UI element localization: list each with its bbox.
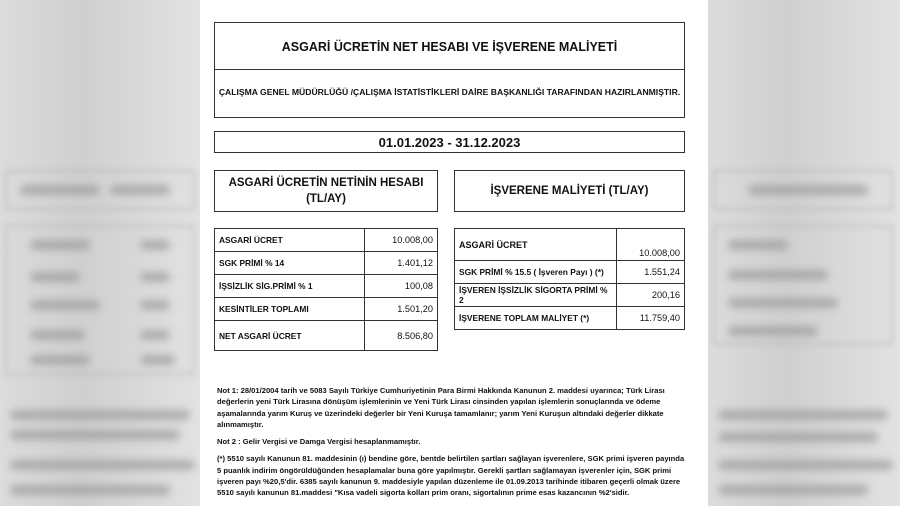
net-calc-header-line2: (TL/AY) (306, 193, 346, 205)
row-value: 100,08 (365, 275, 438, 298)
row-value: 1.501,20 (365, 298, 438, 321)
note-3: (*) 5510 sayılı Kanunun 81. maddesinin (ı) bendine göre, bentde belirtilen şartları sağlayan işverenlere, SGK primi işveren payında 5 puanlık indirim öngörüldüğünden hesaplamalar buna göre yapılmıştır. Gerekli şartları sağlamayan işverenler için, SGK primi işveren payı %20,5'dir. 6385 sayılı kanunun 9. maddesiyle yapılan düzenleme ile 01.09.2013 tarihinde itibaren geçerli olmak üzere 5510 sayılı kanunun 81.maddesi "Kısa vadeli sigorta kolları prim oranı, sigortalının prime esas kazancının %2'sidir. (217, 454, 685, 498)
table-row (455, 261, 685, 284)
table-row (215, 252, 438, 275)
blurred-background-left (0, 0, 200, 506)
notes-section (217, 385, 687, 505)
row-label: ASGARİ ÜCRET (215, 229, 365, 252)
date-range: 01.01.2023 - 31.12.2023 (378, 135, 521, 150)
row-label: KESİNTİLER TOPLAMI (215, 298, 365, 321)
table-row (215, 298, 438, 321)
table-row (455, 307, 685, 330)
net-calc-header (214, 170, 438, 212)
row-label: NET ASGARİ ÜCRET (215, 321, 365, 351)
document-page (200, 0, 708, 506)
row-label: SGK PRİMİ % 14 (215, 252, 365, 275)
row-value: 11.759,40 (617, 307, 685, 330)
table-row (455, 284, 685, 307)
title-box (214, 22, 685, 70)
note-1: Not 1: 28/01/2004 tarih ve 5083 Sayılı Türkiye Cumhuriyetinin Para Birmi Hakkında Kanunun 2. maddesi uyarınca; Türk Lirası değerlerin yeni Türk Lirasına dönüşüm işlemlerinin ve Yeni Türk Lirası cinsinden yapılan işlemlerin sonuçlarında ve ödeme aşamalarında yarım Kuruş ve üzerindeki değerler bir Yeni Kuruşa tamamlanır; yarım Yeni Kuruşun altındaki değerler dikkate alınmamıştır. (217, 386, 665, 429)
table-row (455, 229, 685, 261)
row-value: 8.506,80 (365, 321, 438, 351)
row-value: 10.008,00 (617, 229, 685, 261)
row-label: ASGARİ ÜCRET (455, 229, 617, 261)
subtitle-box (214, 70, 685, 118)
net-calc-header-line1: ASGARİ ÜCRETİN NETİNİN HESABI (228, 177, 424, 189)
document-subtitle: ÇALIŞMA GENEL MÜDÜRLÜĞÜ /ÇALIŞMA İSTATİSTİKLERİ DAİRE BAŞKANLIĞI TARAFINDAN HAZIRLANMIŞTIR. (218, 87, 681, 97)
note-2: Not 2 : Gelir Vergisi ve Damga Vergisi hesaplanmamıştır. (217, 437, 421, 447)
blurred-background-right (708, 0, 900, 506)
document-title: ASGARİ ÜCRETİN NET HESABI VE İŞVERENE MALİYETİ (281, 40, 618, 54)
row-label: İŞVERENE TOPLAM MALİYET (*) (455, 307, 617, 330)
table-row (215, 229, 438, 252)
employer-cost-header (454, 170, 685, 212)
table-row (215, 275, 438, 298)
net-calc-table (214, 228, 438, 351)
row-value: 1.551,24 (617, 261, 685, 284)
employer-cost-table (454, 228, 685, 330)
row-label: SGK PRİMİ % 15.5 ( İşveren Payı ) (*) (455, 261, 617, 284)
row-value: 200,16 (617, 284, 685, 307)
table-row (215, 321, 438, 351)
date-range-box (214, 131, 685, 153)
row-value: 10.008,00 (365, 229, 438, 252)
row-value: 1.401,12 (365, 252, 438, 275)
employer-cost-header-text: İŞVERENE MALİYETİ (TL/AY) (490, 185, 649, 197)
row-label: İŞVEREN İŞSİZLİK SİGORTA PRİMİ % 2 (455, 284, 617, 307)
row-label: İŞSİZLİK SİG.PRİMİ % 1 (215, 275, 365, 298)
